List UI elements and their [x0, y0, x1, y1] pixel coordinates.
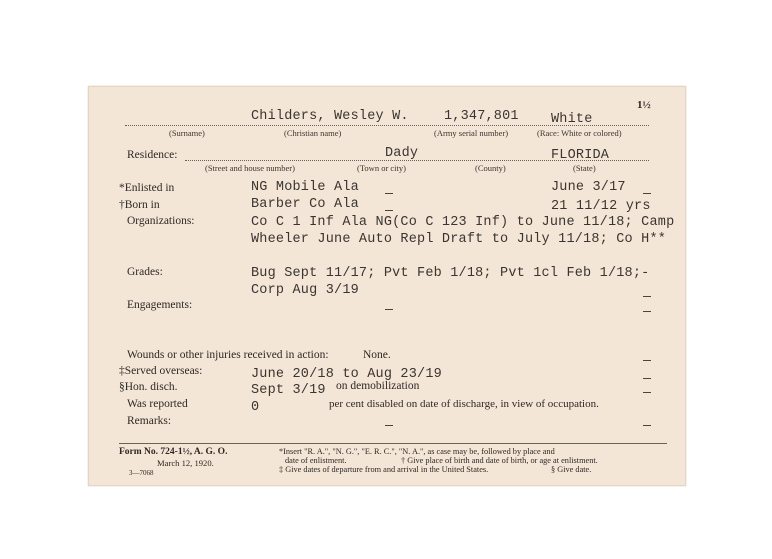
footnote-5: § Give date.	[551, 465, 592, 474]
served-value: June 20/18 to Aug 23/19	[251, 367, 442, 382]
remarks-label: Remarks:	[127, 415, 172, 427]
remarks-dash-right	[643, 425, 651, 426]
service-record-card	[88, 86, 686, 486]
form-code: 3—7068	[129, 469, 154, 477]
wounds-dash	[643, 360, 651, 361]
footnote-2: date of enlistment.	[285, 456, 347, 465]
residence-state-value: FLORIDA	[551, 148, 610, 163]
race-caption: (Race: White or colored)	[537, 128, 622, 138]
reported-label: Was reported	[127, 398, 188, 410]
enlisted-date: June 3/17	[551, 180, 626, 195]
enlisted-date-dash	[643, 193, 651, 194]
born-dash	[385, 210, 393, 211]
remarks-dash	[385, 425, 393, 426]
grades-dash	[643, 296, 651, 297]
town-caption: (Town or city)	[357, 163, 406, 173]
engagements-label: Engagements:	[127, 299, 193, 311]
serial-caption: (Army serial number)	[434, 128, 509, 138]
street-caption: (Street and house number)	[205, 163, 295, 173]
grades-label: Grades:	[127, 266, 163, 278]
residence-county-value: Dady	[385, 146, 419, 161]
footer-rule	[119, 443, 667, 444]
enlisted-value: NG Mobile Ala	[251, 180, 359, 195]
born-age: 21 11/12 yrs	[551, 199, 651, 214]
born-value: Barber Co Ala	[251, 197, 359, 212]
organizations-line-1: Co C 1 Inf Ala NG(Co C 123 Inf) to June 11/18; Camp	[251, 215, 675, 230]
enlisted-label: *Enlisted in	[119, 182, 175, 194]
grades-line-1: Bug Sept 11/17; Pvt Feb 1/18; Pvt 1cl Feb 1/18;-	[251, 266, 650, 281]
county-caption: (County)	[475, 163, 506, 173]
born-label: †Born in	[119, 199, 160, 211]
hon-disch-label: §Hon. disch.	[119, 381, 178, 393]
corner-number: 1½	[637, 99, 651, 111]
engagements-dash	[385, 309, 393, 310]
footnote-3: † Give place of birth and date of birth, or age at enlistment.	[401, 456, 598, 465]
organizations-line-2: Wheeler June Auto Repl Draft to July 11/18; Co H**	[251, 232, 667, 247]
residence-label: Residence:	[127, 149, 178, 161]
footnote-4: ‡ Give dates of departure from and arrival in the United States.	[279, 465, 489, 474]
hon-disch-dash	[643, 392, 651, 393]
engagements-dash-right	[643, 311, 651, 312]
state-caption: (State)	[573, 163, 596, 173]
hon-disch-value: Sept 3/19	[251, 383, 326, 398]
name-line	[125, 125, 649, 126]
wounds-value: None.	[363, 349, 391, 361]
christian-name-value: Wesley W.	[334, 109, 409, 124]
serial-number-value: 1,347,801	[444, 109, 519, 124]
christian-name-caption: (Christian name)	[284, 128, 342, 138]
race-value: White	[551, 112, 593, 127]
residence-line	[185, 160, 649, 161]
grades-line-2: Corp Aug 3/19	[251, 283, 359, 298]
form-date: March 12, 1920.	[157, 458, 214, 468]
surname-caption: (Surname)	[169, 128, 205, 138]
hon-disch-suffix: on demobilization	[336, 380, 420, 392]
organizations-label: Organizations:	[127, 215, 195, 227]
reported-value: 0	[251, 400, 260, 415]
wounds-label: Wounds or other injuries received in action:	[127, 349, 329, 361]
served-dash	[643, 378, 651, 379]
footnote-1: *Insert "R. A.", "N. G.", "E. R. C.", "N. A.", as case may be, followed by place and	[279, 447, 555, 456]
form-number: Form No. 724-1½, A. G. O.	[119, 447, 228, 457]
surname-value: Childers,	[251, 109, 326, 124]
served-label: ‡Served overseas:	[119, 365, 203, 377]
enlisted-dash	[385, 193, 393, 194]
reported-suffix: per cent disabled on date of discharge, in view of occupation.	[329, 398, 599, 410]
